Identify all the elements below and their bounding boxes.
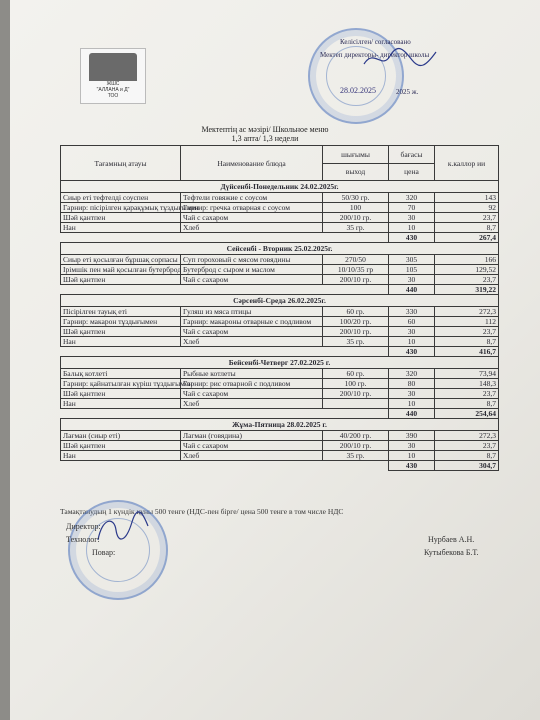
dish-kcal: 143 [435, 193, 499, 203]
table-row [61, 327, 499, 337]
day-header: Сейсенбі - Вторник 25.02.2025г. [61, 243, 499, 255]
dish-price: 30 [389, 389, 435, 399]
dish-name-ru: Бутерброд с сыром и маслом [181, 265, 323, 275]
approval-line-1: Келісілген/ согласовано [340, 38, 411, 46]
dish-name-kz: Шәй қантпен [61, 275, 181, 285]
dish-name-kz: Гарнир: макарон тұздығымен [61, 317, 181, 327]
director-signature [360, 44, 440, 74]
dish-price: 60 [389, 317, 435, 327]
table-row [61, 431, 499, 441]
dish-kcal: 8,7 [435, 451, 499, 461]
total-blank [61, 285, 389, 295]
dish-price: 80 [389, 379, 435, 389]
dish-output: 50/30 гр. [323, 193, 389, 203]
total-kcal: 304,7 [435, 461, 499, 471]
table-row [61, 255, 499, 265]
dish-name-ru: Чай с сахаром [181, 327, 323, 337]
table-row [61, 265, 499, 275]
dish-name-kz: Ірімшік пен май қосылған бутерброд [61, 265, 181, 275]
dish-name-kz: Нан [61, 337, 181, 347]
total-price: 440 [389, 409, 435, 419]
dish-name-ru: Хлеб [181, 399, 323, 409]
dish-kcal: 272,3 [435, 431, 499, 441]
dish-kcal: 23,7 [435, 275, 499, 285]
table-row [61, 451, 499, 461]
total-blank [61, 233, 389, 243]
total-row [61, 461, 499, 471]
dish-name-ru: Суп гороховый с мясом говядины [181, 255, 323, 265]
dish-name-kz: Нан [61, 223, 181, 233]
logo-line-1: ЖШС [106, 81, 120, 87]
dish-output [323, 399, 389, 409]
dish-name-ru: Чай с сахаром [181, 213, 323, 223]
day-header-row [61, 295, 499, 307]
dish-name-ru: Гарнир: гречка отварная с соусом [181, 203, 323, 213]
dish-name-kz: Сиыр еті қосылған бұршақ сорпасы [61, 255, 181, 265]
table-row [61, 213, 499, 223]
menu-subtitle: 1,3 апта/ 1,3 недели [231, 134, 299, 143]
dish-price: 30 [389, 275, 435, 285]
dish-price: 70 [389, 203, 435, 213]
total-blank [61, 347, 389, 357]
dish-kcal: 23,7 [435, 327, 499, 337]
day-header-row [61, 243, 499, 255]
table-row [61, 369, 499, 379]
price-note: Тамақтанудың 1 күндік құны 500 тенге (НДС-пен бірге/ цена 500 тенге в том числе НДС [60, 507, 344, 516]
dish-price: 30 [389, 327, 435, 337]
col-output-kz: шығымы [323, 146, 389, 164]
dish-price: 330 [389, 307, 435, 317]
dish-name-kz: Шәй қантпен [61, 441, 181, 451]
dish-output: 200/10 гр. [323, 275, 389, 285]
logo-line-3: ТОО [107, 93, 119, 99]
dish-name-ru: Гарнир: рис отварной с подливом [181, 379, 323, 389]
dish-price: 320 [389, 369, 435, 379]
dish-price: 10 [389, 337, 435, 347]
director-label: Директор: [66, 522, 101, 531]
total-blank [61, 461, 389, 471]
dish-kcal: 23,7 [435, 441, 499, 451]
total-price: 430 [389, 233, 435, 243]
dish-output: 100/20 гр. [323, 317, 389, 327]
table-row [61, 275, 499, 285]
logo-building-icon [89, 53, 137, 81]
table-row [61, 441, 499, 451]
cook-name: Кутыбекова Б.Т. [424, 548, 479, 557]
table-row [61, 337, 499, 347]
dish-name-kz: Нан [61, 451, 181, 461]
dish-kcal: 23,7 [435, 213, 499, 223]
day-header-row [61, 419, 499, 431]
dish-output: 40/200 гр. [323, 431, 389, 441]
col-output-ru: выход [323, 163, 389, 181]
dish-output: 100 гр. [323, 379, 389, 389]
col-name-ru: Наименование блюда [181, 146, 323, 181]
col-price-kz: бағасы [389, 146, 435, 164]
technologist-label: Технолог: [66, 535, 100, 544]
dish-name-ru: Гарнир: макароны отварные с подливом [181, 317, 323, 327]
dish-name-kz: Сиыр еті тефтелді соуспен [61, 193, 181, 203]
dish-kcal: 92 [435, 203, 499, 213]
approval-date: 28.02.2025 [340, 86, 376, 95]
dish-price: 305 [389, 255, 435, 265]
table-row [61, 307, 499, 317]
dish-name-ru: Гуляш из мяса птицы [181, 307, 323, 317]
total-blank [61, 409, 389, 419]
dish-name-ru: Хлеб [181, 337, 323, 347]
dish-output: 35 гр. [323, 451, 389, 461]
dish-kcal: 8,7 [435, 337, 499, 347]
dish-price: 30 [389, 213, 435, 223]
total-kcal: 254,64 [435, 409, 499, 419]
logo-line-2: "АЛЛАНА и Д" [96, 87, 130, 93]
dish-output: 200/10 гр. [323, 441, 389, 451]
total-kcal: 319,22 [435, 285, 499, 295]
day-header: Бейсенбі-Четверг 27.02.2025 г. [61, 357, 499, 369]
dish-kcal: 272,3 [435, 307, 499, 317]
dish-output: 60 гр. [323, 369, 389, 379]
table-row [61, 389, 499, 399]
dish-kcal: 23,7 [435, 389, 499, 399]
table-row [61, 317, 499, 327]
dish-name-ru: Хлеб [181, 451, 323, 461]
dish-name-kz: Нан [61, 399, 181, 409]
table-row [61, 399, 499, 409]
day-header: Сәрсенбі-Среда 26.02.2025г. [61, 295, 499, 307]
dish-price: 390 [389, 431, 435, 441]
day-header: Жұма-Пятница 28.02.2025 г. [61, 419, 499, 431]
dish-price: 10 [389, 451, 435, 461]
dish-name-kz: Гарнир: пісірілген қарақұмық тұздығымен [61, 203, 181, 213]
table-row [61, 193, 499, 203]
day-header: Дүйсенбі-Понедельник 24.02.2025г. [61, 181, 499, 193]
technologist-name: Нурбаев А.Н. [428, 535, 475, 544]
dish-price: 10 [389, 399, 435, 409]
dish-name-kz: Балық котлеті [61, 369, 181, 379]
dish-name-kz: Шәй қантпен [61, 213, 181, 223]
total-row [61, 347, 499, 357]
total-kcal: 267,4 [435, 233, 499, 243]
table-row [61, 223, 499, 233]
dish-kcal: 166 [435, 255, 499, 265]
menu-table [60, 145, 499, 471]
dish-output: 60 гр. [323, 307, 389, 317]
total-row [61, 285, 499, 295]
dish-output: 200/10 гр. [323, 213, 389, 223]
dish-output: 100 [323, 203, 389, 213]
cook-label: Повар: [92, 548, 116, 557]
dish-name-ru: Хлеб [181, 223, 323, 233]
dish-output: 270/50 [323, 255, 389, 265]
total-row [61, 409, 499, 419]
day-header-row [61, 357, 499, 369]
total-kcal: 416,7 [435, 347, 499, 357]
dish-name-ru: Чай с сахаром [181, 441, 323, 451]
dish-output: 35 гр. [323, 337, 389, 347]
col-price-ru: цена [389, 163, 435, 181]
dish-kcal: 129,52 [435, 265, 499, 275]
total-price: 440 [389, 285, 435, 295]
dish-name-kz: Шәй қантпен [61, 327, 181, 337]
dish-output: 200/10 гр. [323, 389, 389, 399]
dish-name-ru: Лагман (говядина) [181, 431, 323, 441]
menu-title: Мектептің ас мәзірі/ Школьное меню [201, 125, 329, 134]
table-row [61, 203, 499, 213]
dish-output: 200/10 гр. [323, 327, 389, 337]
col-kcal: к.каллор ии [435, 146, 499, 181]
col-name-kz: Тағамның атауы [61, 146, 181, 181]
total-price: 430 [389, 461, 435, 471]
dish-price: 10 [389, 223, 435, 233]
table-row [61, 379, 499, 389]
dish-kcal: 8,7 [435, 399, 499, 409]
dish-price: 320 [389, 193, 435, 203]
dish-name-kz: Пісірілген тауық еті [61, 307, 181, 317]
dish-name-ru: Чай с сахаром [181, 275, 323, 285]
dish-output: 10/10/35 гр [323, 265, 389, 275]
dish-output: 35 гр. [323, 223, 389, 233]
dish-name-ru: Рыбные котлеты [181, 369, 323, 379]
total-price: 430 [389, 347, 435, 357]
director-footer-signature [92, 512, 152, 546]
dish-kcal: 8,7 [435, 223, 499, 233]
dish-name-ru: Тефтели говяжие с соусом [181, 193, 323, 203]
dish-price: 105 [389, 265, 435, 275]
dish-name-ru: Чай с сахаром [181, 389, 323, 399]
dish-name-kz: Гарнир: қайнатылған күріш тұздығымен [61, 379, 181, 389]
dish-price: 30 [389, 441, 435, 451]
dish-kcal: 112 [435, 317, 499, 327]
dish-kcal: 148,3 [435, 379, 499, 389]
total-row [61, 233, 499, 243]
company-logo [80, 48, 146, 104]
dish-kcal: 73,94 [435, 369, 499, 379]
approval-line-2: Мектеп директоры- директор школы [320, 51, 430, 59]
day-header-row [61, 181, 499, 193]
dish-name-kz: Лағман (сиыр еті) [61, 431, 181, 441]
approval-year: 2025 ж. [396, 88, 419, 96]
dish-name-kz: Шәй қантпен [61, 389, 181, 399]
